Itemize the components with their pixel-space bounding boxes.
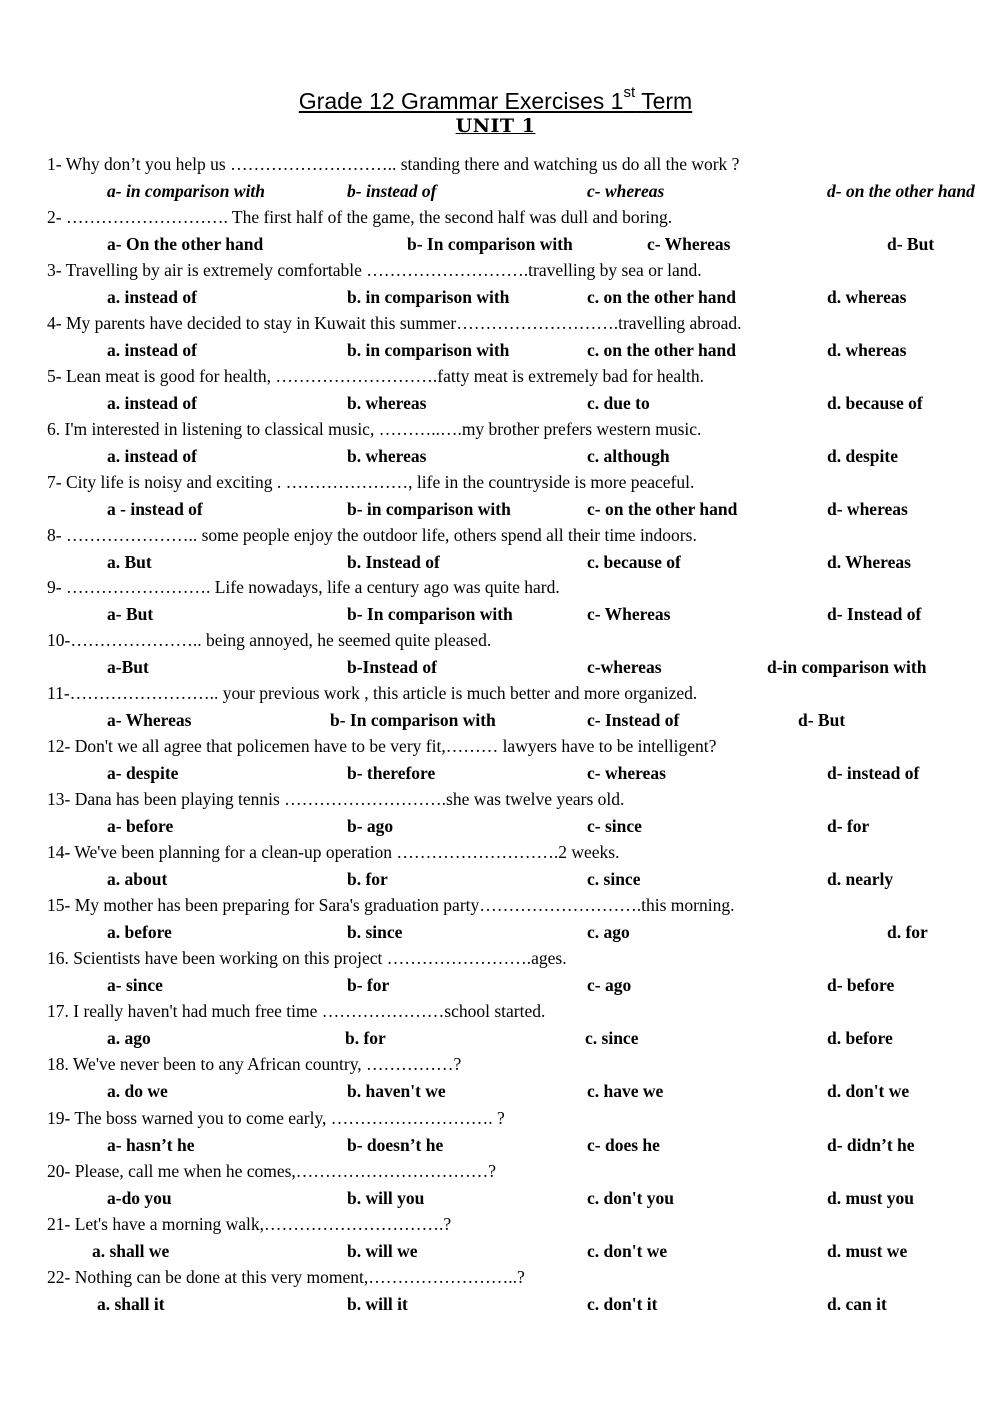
question-8-option-d: d. Whereas	[827, 552, 911, 572]
question-13-option-b: b- ago	[347, 816, 394, 836]
question-5-option-a: a. instead of	[107, 393, 197, 413]
question-5-option-b: b. whereas	[347, 393, 427, 413]
question-2-option-b: b- In comparison with	[407, 234, 573, 254]
question-2-text: 2- ………………………. The first half of the game, the second half was dull and boring.	[47, 207, 673, 227]
question-11-text: 11-…………………….. your previous work , this article is much better and more organized.	[47, 683, 698, 703]
question-3-option-d: d. whereas	[827, 287, 907, 307]
question-22-text: 22- Nothing can be done at this very moment,……………………..?	[47, 1267, 525, 1287]
question-2-option-d: d- But	[887, 234, 935, 254]
question-5-option-c: c. due to	[587, 393, 650, 413]
question-15-option-a: a. before	[107, 922, 172, 942]
question-15-option-b: b. since	[347, 922, 403, 942]
question-17-option-c: c. since	[585, 1028, 639, 1048]
question-9-option-c: c- Whereas	[587, 604, 671, 624]
question-14-option-c: c. since	[587, 869, 641, 889]
question-13-text: 13- Dana has been playing tennis ……………………….she was twelve years old.	[47, 789, 625, 809]
question-5-text: 5- Lean meat is good for health, ……………………….fatty meat is extremely bad for health.	[47, 366, 705, 386]
question-19-option-c: c- does he	[587, 1135, 660, 1155]
question-22-option-c: c. don't it	[587, 1294, 658, 1314]
question-20-option-b: b. will you	[347, 1188, 425, 1208]
question-12-option-b: b- therefore	[347, 763, 436, 783]
question-1-text: 1- Why don’t you help us ……………………….. standing there and watching us do all the work ?	[47, 154, 740, 174]
question-19-option-b: b- doesn’t he	[347, 1135, 444, 1155]
question-7-option-d: d- whereas	[827, 499, 908, 519]
question-11-option-b: b- In comparison with	[330, 710, 496, 730]
question-3-option-a: a. instead of	[107, 287, 197, 307]
question-17-option-d: d. before	[827, 1028, 893, 1048]
question-4-text: 4- My parents have decided to stay in Kuwait this summer……………………….travelling abroad.	[47, 313, 742, 333]
question-16-option-c: c- ago	[587, 975, 632, 995]
question-20-option-a: a-do you	[107, 1188, 172, 1208]
question-7-option-b: b- in comparison with	[347, 499, 511, 519]
question-1-option-d: d- on the other hand	[827, 181, 975, 201]
question-17-option-a: a. ago	[107, 1028, 151, 1048]
question-19-option-d: d- didn’t he	[827, 1135, 915, 1155]
question-17-option-b: b. for	[345, 1028, 386, 1048]
question-5-option-d: d. because of	[827, 393, 923, 413]
question-19-option-a: a- hasn’t he	[107, 1135, 195, 1155]
question-21-option-a: a. shall we	[92, 1241, 170, 1261]
question-21-text: 21- Let's have a morning walk,………………………….?	[47, 1214, 452, 1234]
question-11-option-c: c- Instead of	[587, 710, 680, 730]
question-11-option-d: d- But	[798, 710, 846, 730]
question-12-text: 12- Don't we all agree that policemen have to be very fit,……… lawyers have to be intelligent?	[47, 736, 717, 756]
question-3-option-b: b. in comparison with	[347, 287, 510, 307]
question-6-option-d: d. despite	[827, 446, 898, 466]
question-7-text: 7- City life is noisy and exciting . …………………, life in the countryside is more peaceful.	[47, 472, 695, 492]
question-4-option-b: b. in comparison with	[347, 340, 510, 360]
question-16-text: 16. Scientists have been working on this project …………………….ages.	[47, 948, 567, 968]
question-20-option-d: d. must you	[827, 1188, 915, 1208]
question-14-option-b: b. for	[347, 869, 388, 889]
question-18-option-a: a. do we	[107, 1081, 168, 1101]
question-12-option-a: a- despite	[107, 763, 179, 783]
question-4-option-a: a. instead of	[107, 340, 197, 360]
question-4-option-d: d. whereas	[827, 340, 907, 360]
question-18-option-c: c. have we	[587, 1081, 664, 1101]
question-13-option-a: a- before	[107, 816, 174, 836]
question-14-option-a: a. about	[107, 869, 168, 889]
question-13-option-c: c- since	[587, 816, 642, 836]
question-21-option-b: b. will we	[347, 1241, 418, 1261]
question-10-option-b: b-Instead of	[347, 657, 437, 677]
question-12-option-c: c- whereas	[587, 763, 666, 783]
question-18-text: 18. We've never been to any African country, ……………?	[47, 1054, 462, 1074]
question-17-text: 17. I really haven't had much free time …………………school started.	[47, 1001, 546, 1021]
question-14-option-d: d. nearly	[827, 869, 894, 889]
question-22-option-d: d. can it	[827, 1294, 887, 1314]
question-7-option-c: c- on the other hand	[587, 499, 738, 519]
question-8-option-a: a. But	[107, 552, 152, 572]
question-15-option-d: d. for	[887, 922, 928, 942]
question-22-option-b: b. will it	[347, 1294, 408, 1314]
question-8-text: 8- ………………….. some people enjoy the outdoor life, others spend all their time indoors.	[47, 525, 697, 545]
unit-heading: UNIT 1	[455, 115, 536, 137]
question-15-option-c: c. ago	[587, 922, 630, 942]
question-6-text: 6. I'm interested in listening to classical music, ………..….my brother prefers western music.	[47, 419, 702, 439]
question-14-text: 14- We've been planning for a clean-up operation ……………………….2 weeks.	[47, 842, 620, 862]
question-1-option-c: c- whereas	[587, 181, 665, 201]
question-8-option-b: b. Instead of	[347, 552, 440, 572]
question-7-option-a: a - instead of	[107, 499, 203, 519]
question-18-option-d: d. don't we	[827, 1081, 910, 1101]
question-6-option-c: c. although	[587, 446, 670, 466]
question-21-option-c: c. don't we	[587, 1241, 668, 1261]
question-9-text: 9- ……………………. Life nowadays, life a century ago was quite hard.	[47, 577, 560, 597]
question-10-text: 10-………………….. being annoyed, he seemed quite pleased.	[47, 630, 492, 650]
question-8-option-c: c. because of	[587, 552, 681, 572]
question-22-option-a: a. shall it	[97, 1294, 165, 1314]
question-13-option-d: d- for	[827, 816, 870, 836]
question-1-option-a: a- in comparison with	[107, 181, 266, 201]
question-18-option-b: b. haven't we	[347, 1081, 446, 1101]
question-9-option-a: a- But	[107, 604, 154, 624]
question-11-option-a: a- Whereas	[107, 710, 192, 730]
page-title: Grade 12 Grammar Exercises 1st Term	[298, 84, 693, 114]
question-6-option-a: a. instead of	[107, 446, 197, 466]
question-10-option-c: c-whereas	[587, 657, 662, 677]
question-1-option-b: b- instead of	[347, 181, 437, 201]
question-15-text: 15- My mother has been preparing for Sara's graduation party……………………….this morning.	[47, 895, 735, 915]
question-21-option-d: d. must we	[827, 1241, 908, 1261]
question-19-text: 19- The boss warned you to come early, ………………………. ?	[47, 1108, 505, 1128]
question-9-option-d: d- Instead of	[827, 604, 922, 624]
question-3-option-c: c. on the other hand	[587, 287, 736, 307]
question-3-text: 3- Travelling by air is extremely comfortable ……………………….travelling by sea or land.	[47, 260, 702, 280]
question-16-option-b: b- for	[347, 975, 390, 995]
question-6-option-b: b. whereas	[347, 446, 427, 466]
question-20-text: 20- Please, call me when he comes,……………………………?	[47, 1161, 497, 1181]
question-2-option-c: c- Whereas	[647, 234, 731, 254]
question-16-option-d: d- before	[827, 975, 895, 995]
question-4-option-c: c. on the other hand	[587, 340, 736, 360]
question-12-option-d: d- instead of	[827, 763, 920, 783]
question-10-option-a: a-But	[107, 657, 149, 677]
question-2-option-a: a- On the other hand	[107, 234, 264, 254]
question-10-option-d: d-in comparison with	[767, 657, 927, 677]
question-9-option-b: b- In comparison with	[347, 604, 513, 624]
question-20-option-c: c. don't you	[587, 1188, 675, 1208]
question-16-option-a: a- since	[107, 975, 163, 995]
